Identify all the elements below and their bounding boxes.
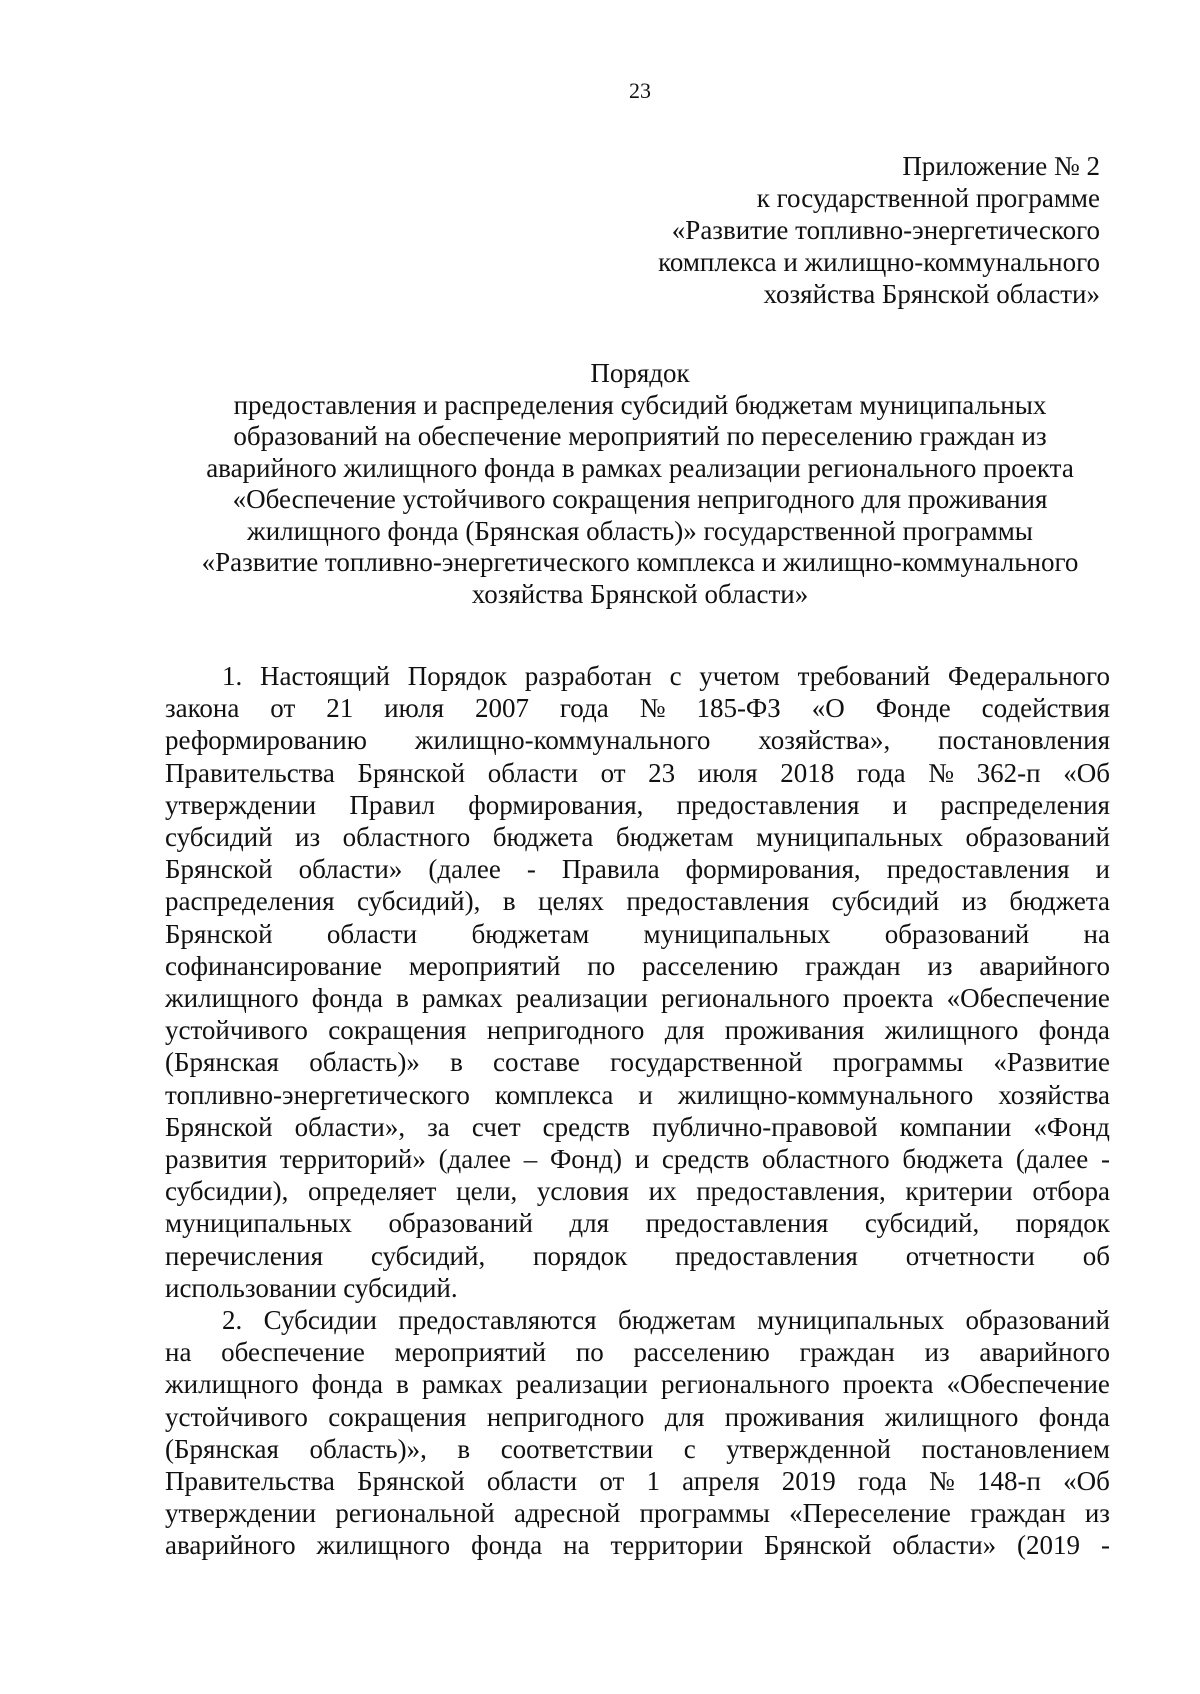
paragraph-line: софинансирование мероприятий по расселению граждан из аварийного	[165, 950, 1110, 981]
title-line: «Развитие топливно-энергетического комплекса и жилищно-коммунального	[201, 547, 1079, 577]
page-number: 23	[629, 78, 651, 103]
paragraph-line: Правительства Брянской области от 1 апреля 2019 года № 148-п «Об	[165, 1466, 1110, 1497]
paragraph-line: использовании субсидий.	[165, 1272, 458, 1303]
title-line: предоставления и распределения субсидий бюджетам муниципальных	[233, 389, 1047, 420]
paragraph-line: 2. Субсидии предоставляются бюджетам муниципальных образований	[222, 1305, 1110, 1336]
paragraph-line: субсидий из областного бюджета бюджетам муниципальных образований	[165, 822, 1110, 853]
paragraph-line: 1. Настоящий Порядок разработан с учетом требований Федерального	[222, 661, 1110, 691]
body-text	[165, 660, 1110, 1562]
title-heading: Порядок	[590, 358, 690, 388]
appendix-line: Приложение № 2	[902, 151, 1100, 181]
title-line: аварийного жилищного фонда в рамках реализации регионального проекта	[206, 452, 1074, 483]
paragraph-line: распределения субсидий), в целях предоставления субсидий из бюджета	[165, 886, 1110, 917]
paragraph-line: перечисления субсидий, порядок предоставления отчетности об	[165, 1240, 1110, 1271]
paragraph-line: жилищного фонда в рамках реализации регионального проекта «Обеспечение	[165, 983, 1110, 1014]
document-title	[140, 358, 1140, 610]
paragraph	[165, 660, 1110, 1304]
paragraph-line: субсидии), определяет цели, условия их предоставления, критерии отбора	[165, 1176, 1110, 1207]
appendix-reference	[500, 150, 1100, 310]
paragraph-line: утверждении региональной адресной программы «Переселение граждан из	[165, 1498, 1110, 1529]
paragraph-line: Правительства Брянской области от 23 июля 2018 года № 362-п «Об	[165, 757, 1110, 788]
paragraph-line: (Брянская область)», в соответствии с утвержденной постановлением	[165, 1433, 1110, 1464]
paragraph	[165, 1304, 1110, 1562]
title-line: образований на обеспечение мероприятий по переселению граждан из	[233, 421, 1047, 451]
paragraph-line: аварийного жилищного фонда на территории Брянской области» (2019 -	[165, 1530, 1110, 1561]
paragraph-line: устойчивого сокращения непригодного для проживания жилищного фонда	[165, 1401, 1110, 1432]
paragraph-line: на обеспечение мероприятий по расселению граждан из аварийного	[165, 1337, 1110, 1368]
paragraph-line: (Брянская область)» в составе государственной программы «Развитие	[165, 1047, 1110, 1078]
appendix-line: хозяйства Брянской области»	[763, 279, 1100, 309]
appendix-line: «Развитие топливно-энергетического	[671, 215, 1100, 245]
paragraph-line: Брянской области бюджетам муниципальных образований на	[165, 918, 1110, 949]
title-line: жилищного фонда (Брянская область)» государственной программы	[247, 515, 1033, 546]
paragraph-line: муниципальных образований для предоставления субсидий, порядок	[165, 1208, 1110, 1239]
paragraph-line: реформированию жилищно-коммунального хозяйства», постановления	[165, 725, 1110, 756]
appendix-line: к государственной программе	[756, 183, 1100, 213]
title-line: хозяйства Брянской области»	[471, 578, 809, 609]
paragraph-line: устойчивого сокращения непригодного для проживания жилищного фонда	[165, 1015, 1110, 1046]
paragraph-line: утверждении Правил формирования, предоставления и распределения	[165, 789, 1110, 820]
paragraph-line: жилищного фонда в рамках реализации регионального проекта «Обеспечение	[165, 1369, 1110, 1400]
title-line: «Обеспечение устойчивого сокращения непригодного для проживания	[232, 484, 1048, 514]
paragraph-line: топливно-энергетического комплекса и жилищно-коммунального хозяйства	[165, 1079, 1110, 1110]
paragraph-line: Брянской области», за счет средств публично-правовой компании «Фонд	[165, 1111, 1110, 1142]
paragraph-line: закона от 21 июля 2007 года № 185-ФЗ «О Фонде содействия	[165, 693, 1110, 724]
paragraph-line: развития территорий» (далее – Фонд) и средств областного бюджета (далее -	[165, 1144, 1110, 1175]
paragraph-line: Брянской области» (далее - Правила формирования, предоставления и	[165, 854, 1110, 885]
appendix-line: комплекса и жилищно-коммунального	[658, 247, 1100, 277]
